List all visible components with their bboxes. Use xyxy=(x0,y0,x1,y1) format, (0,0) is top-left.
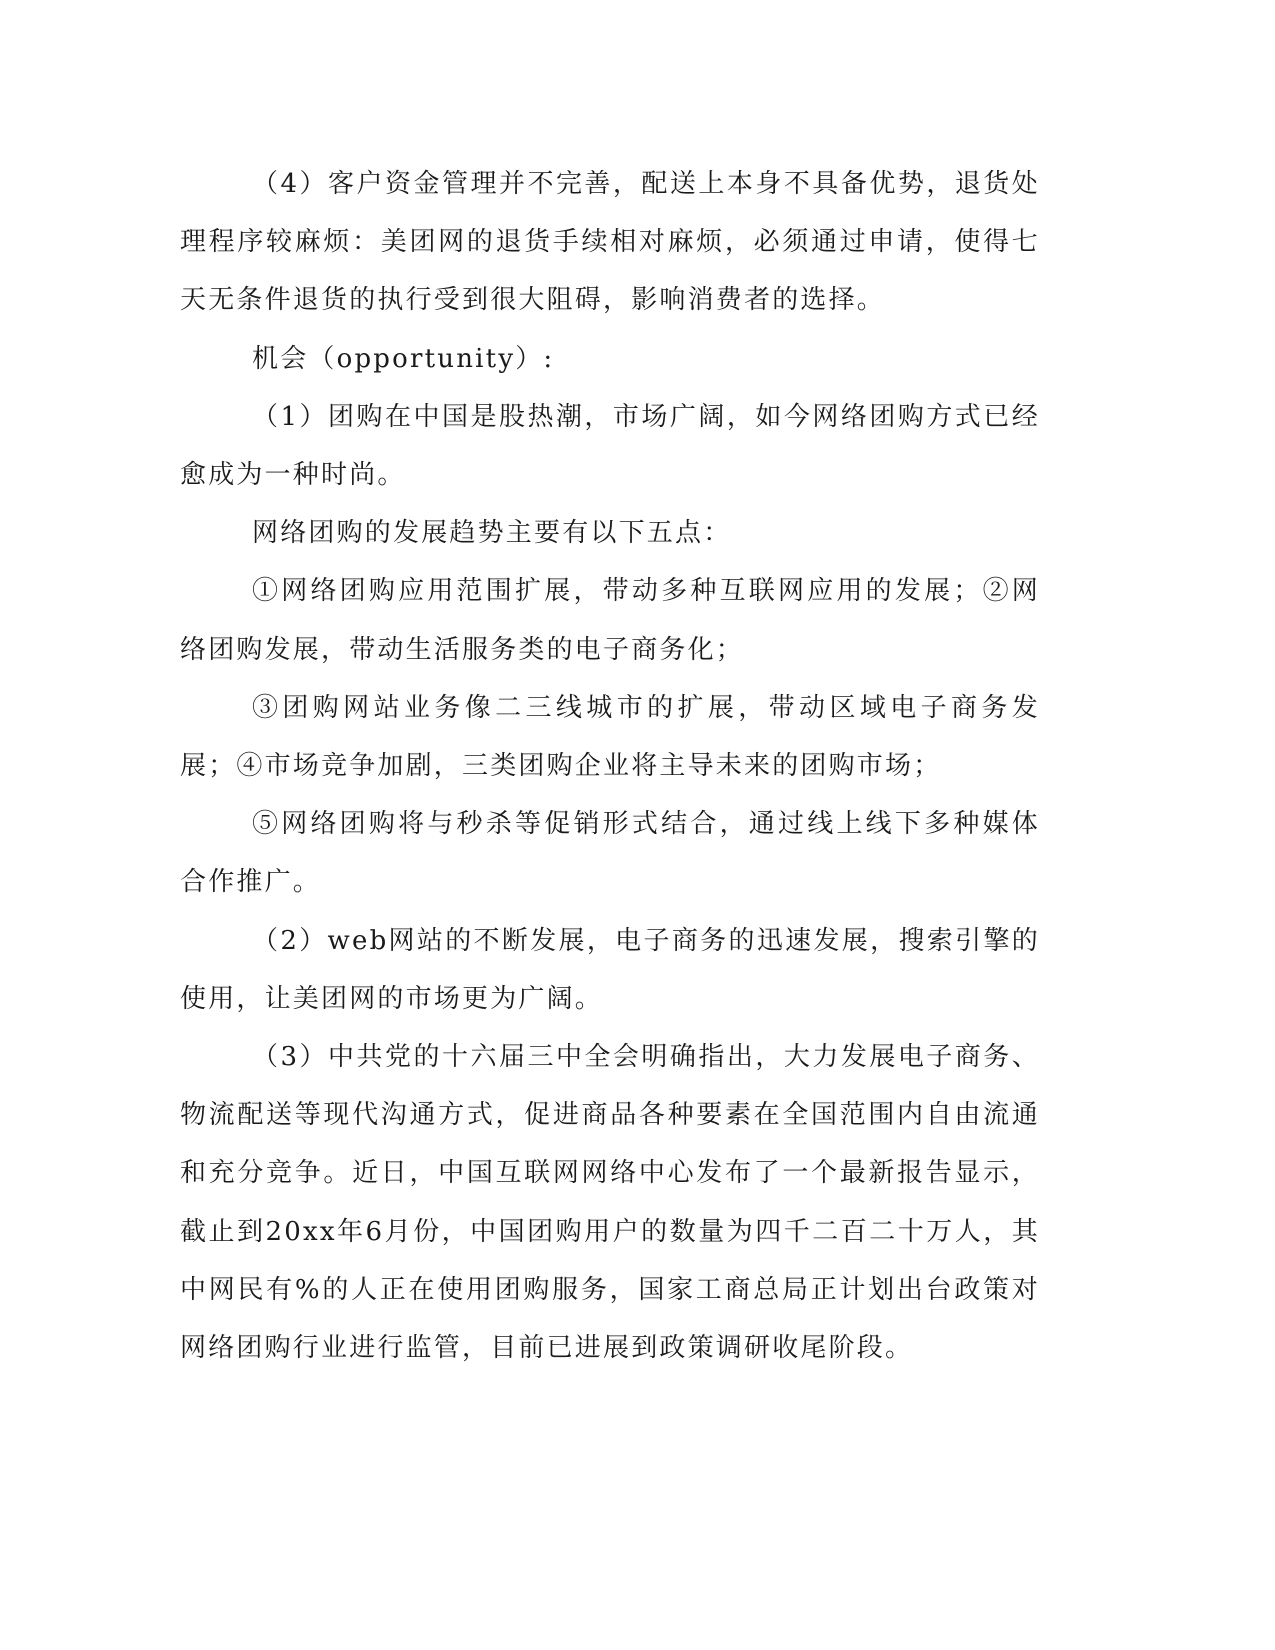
document-body xyxy=(180,155,1040,1377)
paragraph-trend-3-4: ③团购网站业务像二三线城市的扩展，带动区域电子商务发展；④市场竞争加剧，三类团购企业将主导未来的团购市场； xyxy=(180,692,1040,782)
paragraph-trend-5: ⑤网络团购将与秒杀等促销形式结合，通过线上线下多种媒体合作推广。 xyxy=(180,809,1040,898)
paragraph-opportunity-heading: 机会（opportunity）: xyxy=(252,343,555,374)
paragraph-weakness-4: （4）客户资金管理并不完善，配送上本身不具备优势，退货处理程序较麻烦：美团网的退货手续相对麻烦，必须通过申请，使得七天无条件退货的执行受到很大阻碍，影响消费者的选择。 xyxy=(180,169,1040,316)
paragraph-trends-intro: 网络团购的发展趋势主要有以下五点： xyxy=(252,518,732,549)
paragraph-opportunity-1: （1）团购在中国是股热潮，市场广阔，如今网络团购方式已经愈成为一种时尚。 xyxy=(180,401,1040,491)
paragraph-opportunity-2: （2）web网站的不断发展，电子商务的迅速发展，搜索引擎的使用，让美团网的市场更为广阔。 xyxy=(180,925,1040,1014)
paragraph-trend-1-2: ①网络团购应用范围扩展，带动多种互联网应用的发展；②网络团购发展，带动生活服务类的电子商务化； xyxy=(180,576,1040,665)
paragraph-opportunity-3: （3）中共党的十六届三中全会明确指出，大力发展电子商务、物流配送等现代沟通方式，促进商品各种要素在全国范围内自由流通和充分竞争。近日，中国互联网网络中心发布了一个最新报告显示，截止到20xx年6月份，中国团购用户的数量为四千二百二十万人，其中网民有%的人正在使用团购服务，国家工商总局正计划出台政策对网络团购行业进行监管，目前已进展到政策调研收尾阶段。 xyxy=(180,1042,1040,1364)
